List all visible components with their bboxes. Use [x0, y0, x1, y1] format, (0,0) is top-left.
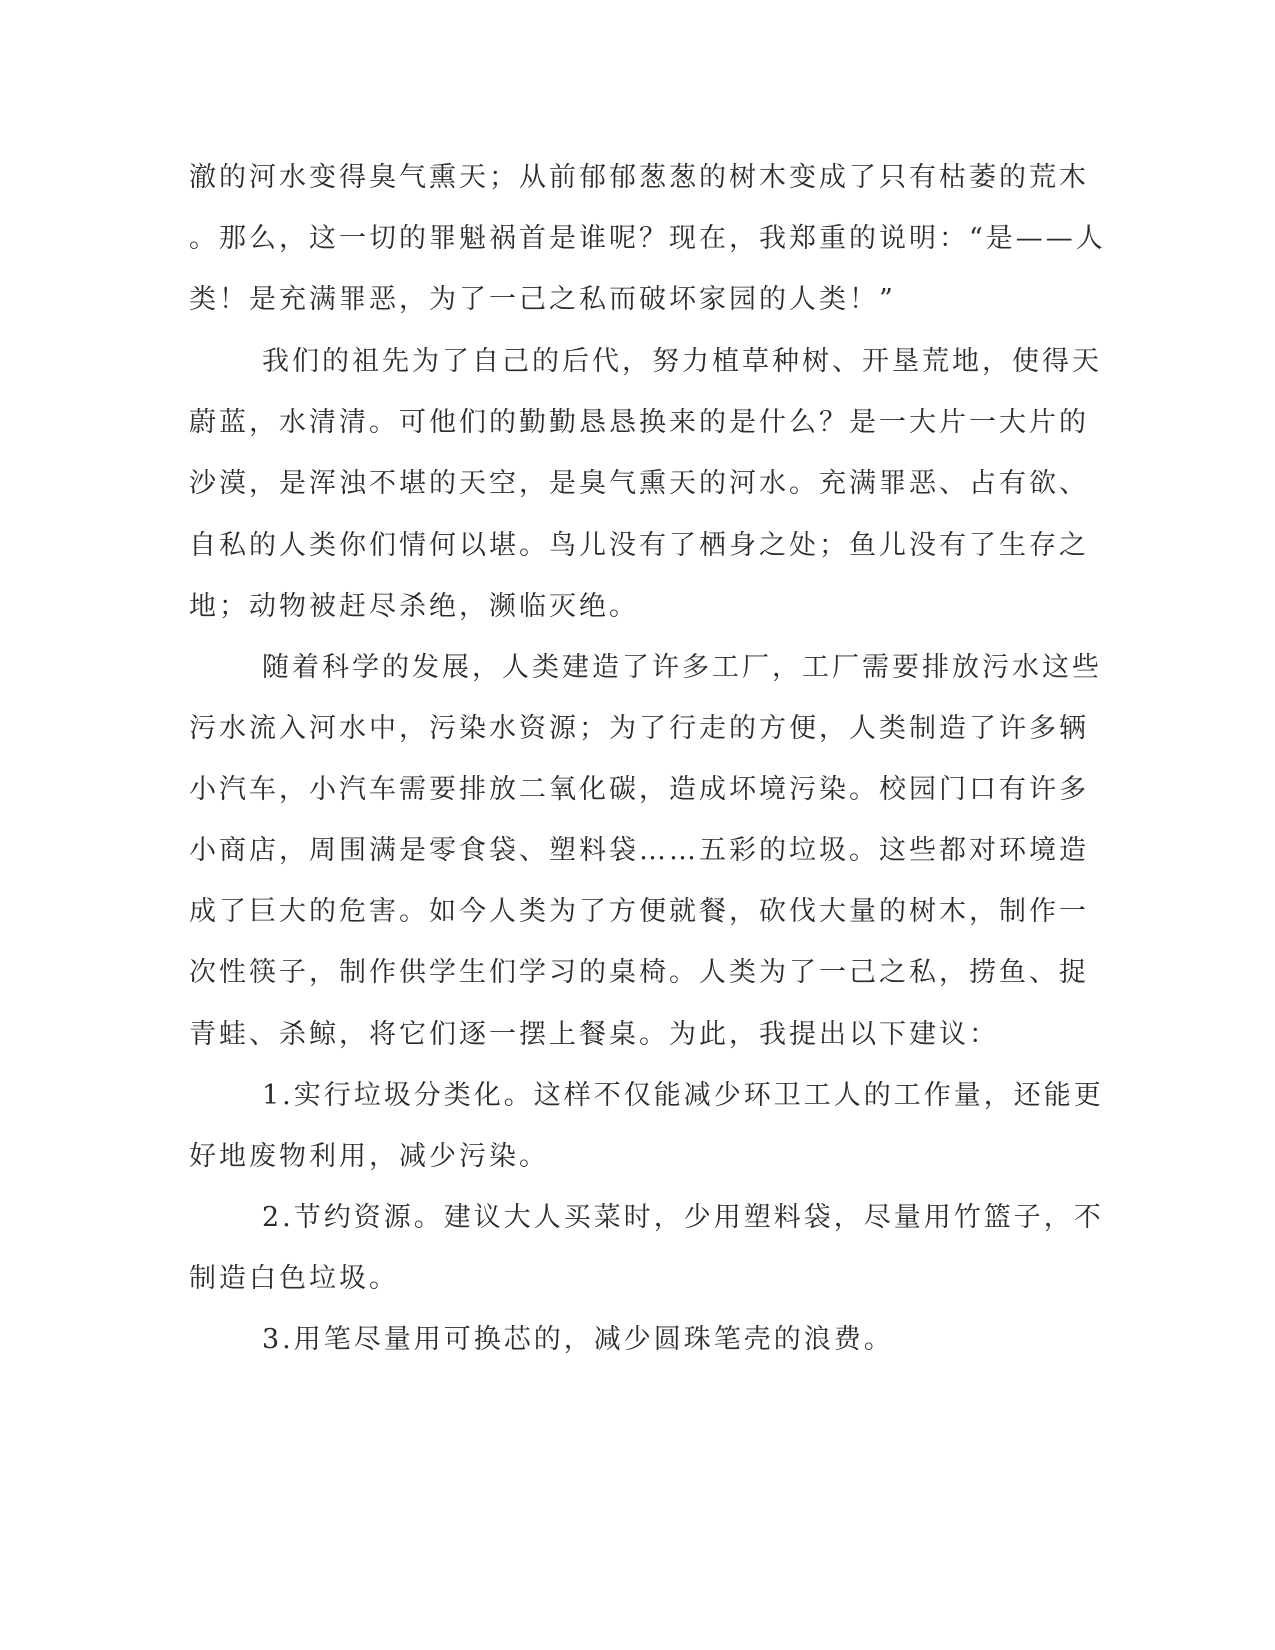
text-line: 澈的河水变得臭气熏天；从前郁郁葱葱的树木变成了只有枯萎的荒木	[189, 162, 1089, 193]
suggestion-2-line: 2.节约资源。建议大人买菜时，少用塑料袋，尽量用竹篮子，不	[262, 1202, 1104, 1233]
text-line: 类！是充满罪恶，为了一己之私而破坏家园的人类！”	[189, 284, 896, 315]
text-line: 青蛙、杀鲸，将它们逐一摆上餐桌。为此，我提出以下建议：	[189, 1019, 999, 1050]
text-line: 次性筷子，制作供学生们学习的桌椅。人类为了一己之私，捞鱼、捉	[189, 957, 1089, 988]
text-line: 污水流入河水中，污染水资源；为了行走的方便，人类制造了许多辆	[189, 713, 1089, 744]
text-line: 沙漠，是浑浊不堪的天空，是臭气熏天的河水。充满罪恶、占有欲、	[189, 468, 1089, 499]
text-line: 蔚蓝，水清清。可他们的勤勤恳恳换来的是什么？是一大片一大片的	[189, 407, 1089, 438]
text-line: 好地废物利用，减少污染。	[189, 1141, 549, 1172]
text-line: 小商店，周围满是零食袋、塑料袋……五彩的垃圾。这些都对环境造	[189, 835, 1089, 866]
suggestion-3-line: 3.用笔尽量用可换芯的，减少圆珠笔壳的浪费。	[262, 1324, 894, 1355]
text-line: 。那么，这一切的罪魁祸首是谁呢？现在，我郑重的说明：“是——人	[189, 223, 1106, 254]
text-line: 小汽车，小汽车需要排放二氧化碳，造成坏境污染。校园门口有许多	[189, 774, 1089, 805]
text-line: 地；动物被赶尽杀绝，濒临灭绝。	[189, 591, 639, 622]
text-line: 制造白色垃圾。	[189, 1263, 399, 1294]
paragraph-start-line: 随着科学的发展，人类建造了许多工厂，工厂需要排放污水这些	[262, 652, 1102, 683]
suggestion-1-line: 1.实行垃圾分类化。这样不仅能减少环卫工人的工作量，还能更	[262, 1080, 1104, 1111]
text-line: 成了巨大的危害。如今人类为了方便就餐，砍伐大量的树木，制作一	[189, 896, 1089, 927]
text-line: 自私的人类你们情何以堪。鸟儿没有了栖身之处；鱼儿没有了生存之	[189, 530, 1089, 561]
paragraph-start-line: 我们的祖先为了自己的后代，努力植草种树、开垦荒地，使得天	[262, 346, 1102, 377]
